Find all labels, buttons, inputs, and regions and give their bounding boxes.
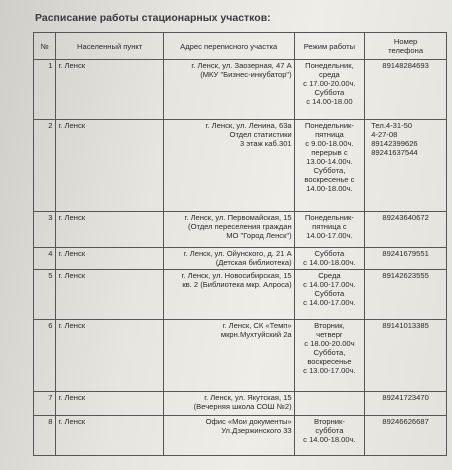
schedule-line: с 14.00-17.00ч. [303,298,356,307]
row-address [163,60,294,120]
row-phone [365,320,447,392]
schedule-line: пятница с [312,222,347,231]
schedule-line: 13.00-14.00ч. [306,157,353,166]
schedule-line: четверг [316,330,343,339]
header-phone-line: Номер [393,37,418,46]
table-row [34,248,447,270]
schedule-line: с 9.00-18.00ч. [305,139,354,148]
schedule-line: 14.00-18.00ч. [306,184,353,193]
row-address [163,416,294,456]
address-line: г. Ленск, ул. Ойунского, д. 21 А [183,249,292,258]
phone-line: 89241679551 [382,249,429,258]
address-line: г. Ленск, ул. Ленина, 63а [205,121,292,130]
schedule-line: Вторник- [313,417,345,426]
row-schedule [294,120,365,212]
address-line: г. Ленск, ул. Первомайская, 15 [184,213,292,222]
phone-line: 89141013385 [382,321,429,330]
schedule-line: с 14.00-18.00 [306,97,353,106]
address-line: г. Ленск, ул. Якутская, 15 [204,393,292,402]
address-line: мкрн.Мухтуйский 2а [220,330,292,339]
schedule-line: воскресенье [307,357,352,366]
address-line: 3 этаж каб.301 [239,139,292,148]
row-phone [365,392,447,416]
row-place: г. Ленск [56,120,163,212]
schedule-line: Суббота [314,249,345,258]
schedule-line: с 18.00-20.00ч [304,339,355,348]
row-number: 7 [34,392,56,416]
row-phone [365,416,447,456]
schedule-line: Понедельник- [304,121,354,130]
address-line: (Детская библиотека) [215,258,292,267]
schedule-line: с 14.00-18.00ч. [303,258,356,267]
header-phone-line: телефона [388,46,424,55]
row-address [163,392,294,416]
schedule-line: 14.00-17.00ч. [306,231,353,240]
row-phone [365,248,447,270]
row-schedule [294,320,365,392]
document-title: Расписание работы стационарных участков: [35,12,271,24]
table-row [34,270,447,320]
row-schedule [294,416,365,456]
schedule-line: пятница [315,130,344,139]
phone-line: 89148284693 [382,61,429,70]
row-address [163,270,294,320]
schedule-table [33,32,447,456]
header-address: Адрес переписного участка [163,33,294,60]
schedule-line: Суббота [314,289,345,298]
row-place: г. Ленск [56,270,163,320]
row-number: 4 [34,248,56,270]
row-place: г. Ленск [56,416,163,456]
row-number: 2 [34,120,56,212]
address-line: г. Ленск, СК «Темп» [222,321,292,330]
row-schedule [294,270,365,320]
header-phone [365,33,447,60]
row-number: 6 [34,320,56,392]
schedule-line: перерыв с [311,148,348,157]
schedule-line: Среда [318,271,341,280]
address-line: (МКУ "Бизнес-инкубатор") [200,70,292,79]
row-address [163,120,294,212]
row-schedule [294,392,365,416]
row-address [163,320,294,392]
header-mode: Режим работы [294,33,365,60]
schedule-line: среда [319,70,340,79]
row-place: г. Ленск [56,392,163,416]
phone-line: 89142399626 [371,139,418,148]
phone-line: 89246626687 [382,417,429,426]
address-line: (Вечерняя школа СОШ №2) [193,402,292,411]
address-line: Офис «Мои документы» [205,417,292,426]
schedule-line: с 14.00-18.00ч. [303,435,356,444]
row-address [163,248,294,270]
row-schedule [294,60,365,120]
row-phone [365,60,447,120]
header-place: Населенный пункт [56,33,163,60]
row-phone [365,212,447,248]
table-row [34,212,447,248]
row-place: г. Ленск [56,60,163,120]
row-place: г. Ленск [56,212,163,248]
schedule-line: с 14.00-17.00ч. [303,280,356,289]
row-place: г. Ленск [56,248,163,270]
phone-line: 89241637544 [371,148,418,157]
phone-line: 89142623555 [382,271,429,280]
row-number: 8 [34,416,56,456]
address-line: Ул.Дзержинского 33 [221,426,292,435]
row-phone [365,270,447,320]
row-schedule [294,212,365,248]
schedule-line: Вторник, [314,321,345,330]
row-place: г. Ленск [56,320,163,392]
schedule-line: Понедельник- [304,213,354,222]
phone-line: Тел.4-31-50 [371,121,413,130]
address-line: (Отдел переселения граждан [188,222,292,231]
row-number: 3 [34,212,56,248]
address-line: г. Ленск, ул. Новосибирская, 15 [181,271,292,280]
table-header-row [34,33,447,60]
row-address [163,212,294,248]
table-row [34,320,447,392]
row-phone [365,120,447,212]
table-row [34,60,447,120]
table-row [34,416,447,456]
schedule-line: с 17.00-20.00ч. [303,79,356,88]
address-line: г. Ленск, ул. Заозерная, 47 А [191,61,292,70]
schedule-line: Суббота, [313,348,346,357]
phone-line: 4-27-08 [371,130,398,139]
schedule-line: суббота [315,426,344,435]
header-num: № [34,33,56,60]
schedule-line: с 13.00-17.00ч. [303,366,356,375]
address-line: МО "Город Ленск") [226,231,292,240]
row-number: 5 [34,270,56,320]
schedule-line: Суббота [314,88,345,97]
row-schedule [294,248,365,270]
table-row [34,120,447,212]
schedule-line: воскресенье с [304,175,355,184]
phone-line: 89243640672 [382,213,429,222]
schedule-line: Понедельник, [305,61,354,70]
address-line: кв. 2 (Библиотека мкр. Алроса) [182,280,292,289]
row-number: 1 [34,60,56,120]
table-row [34,392,447,416]
phone-line: 89241723470 [382,393,429,402]
address-line: Отдел статистики [229,130,292,139]
schedule-line: Суббота, [313,166,346,175]
